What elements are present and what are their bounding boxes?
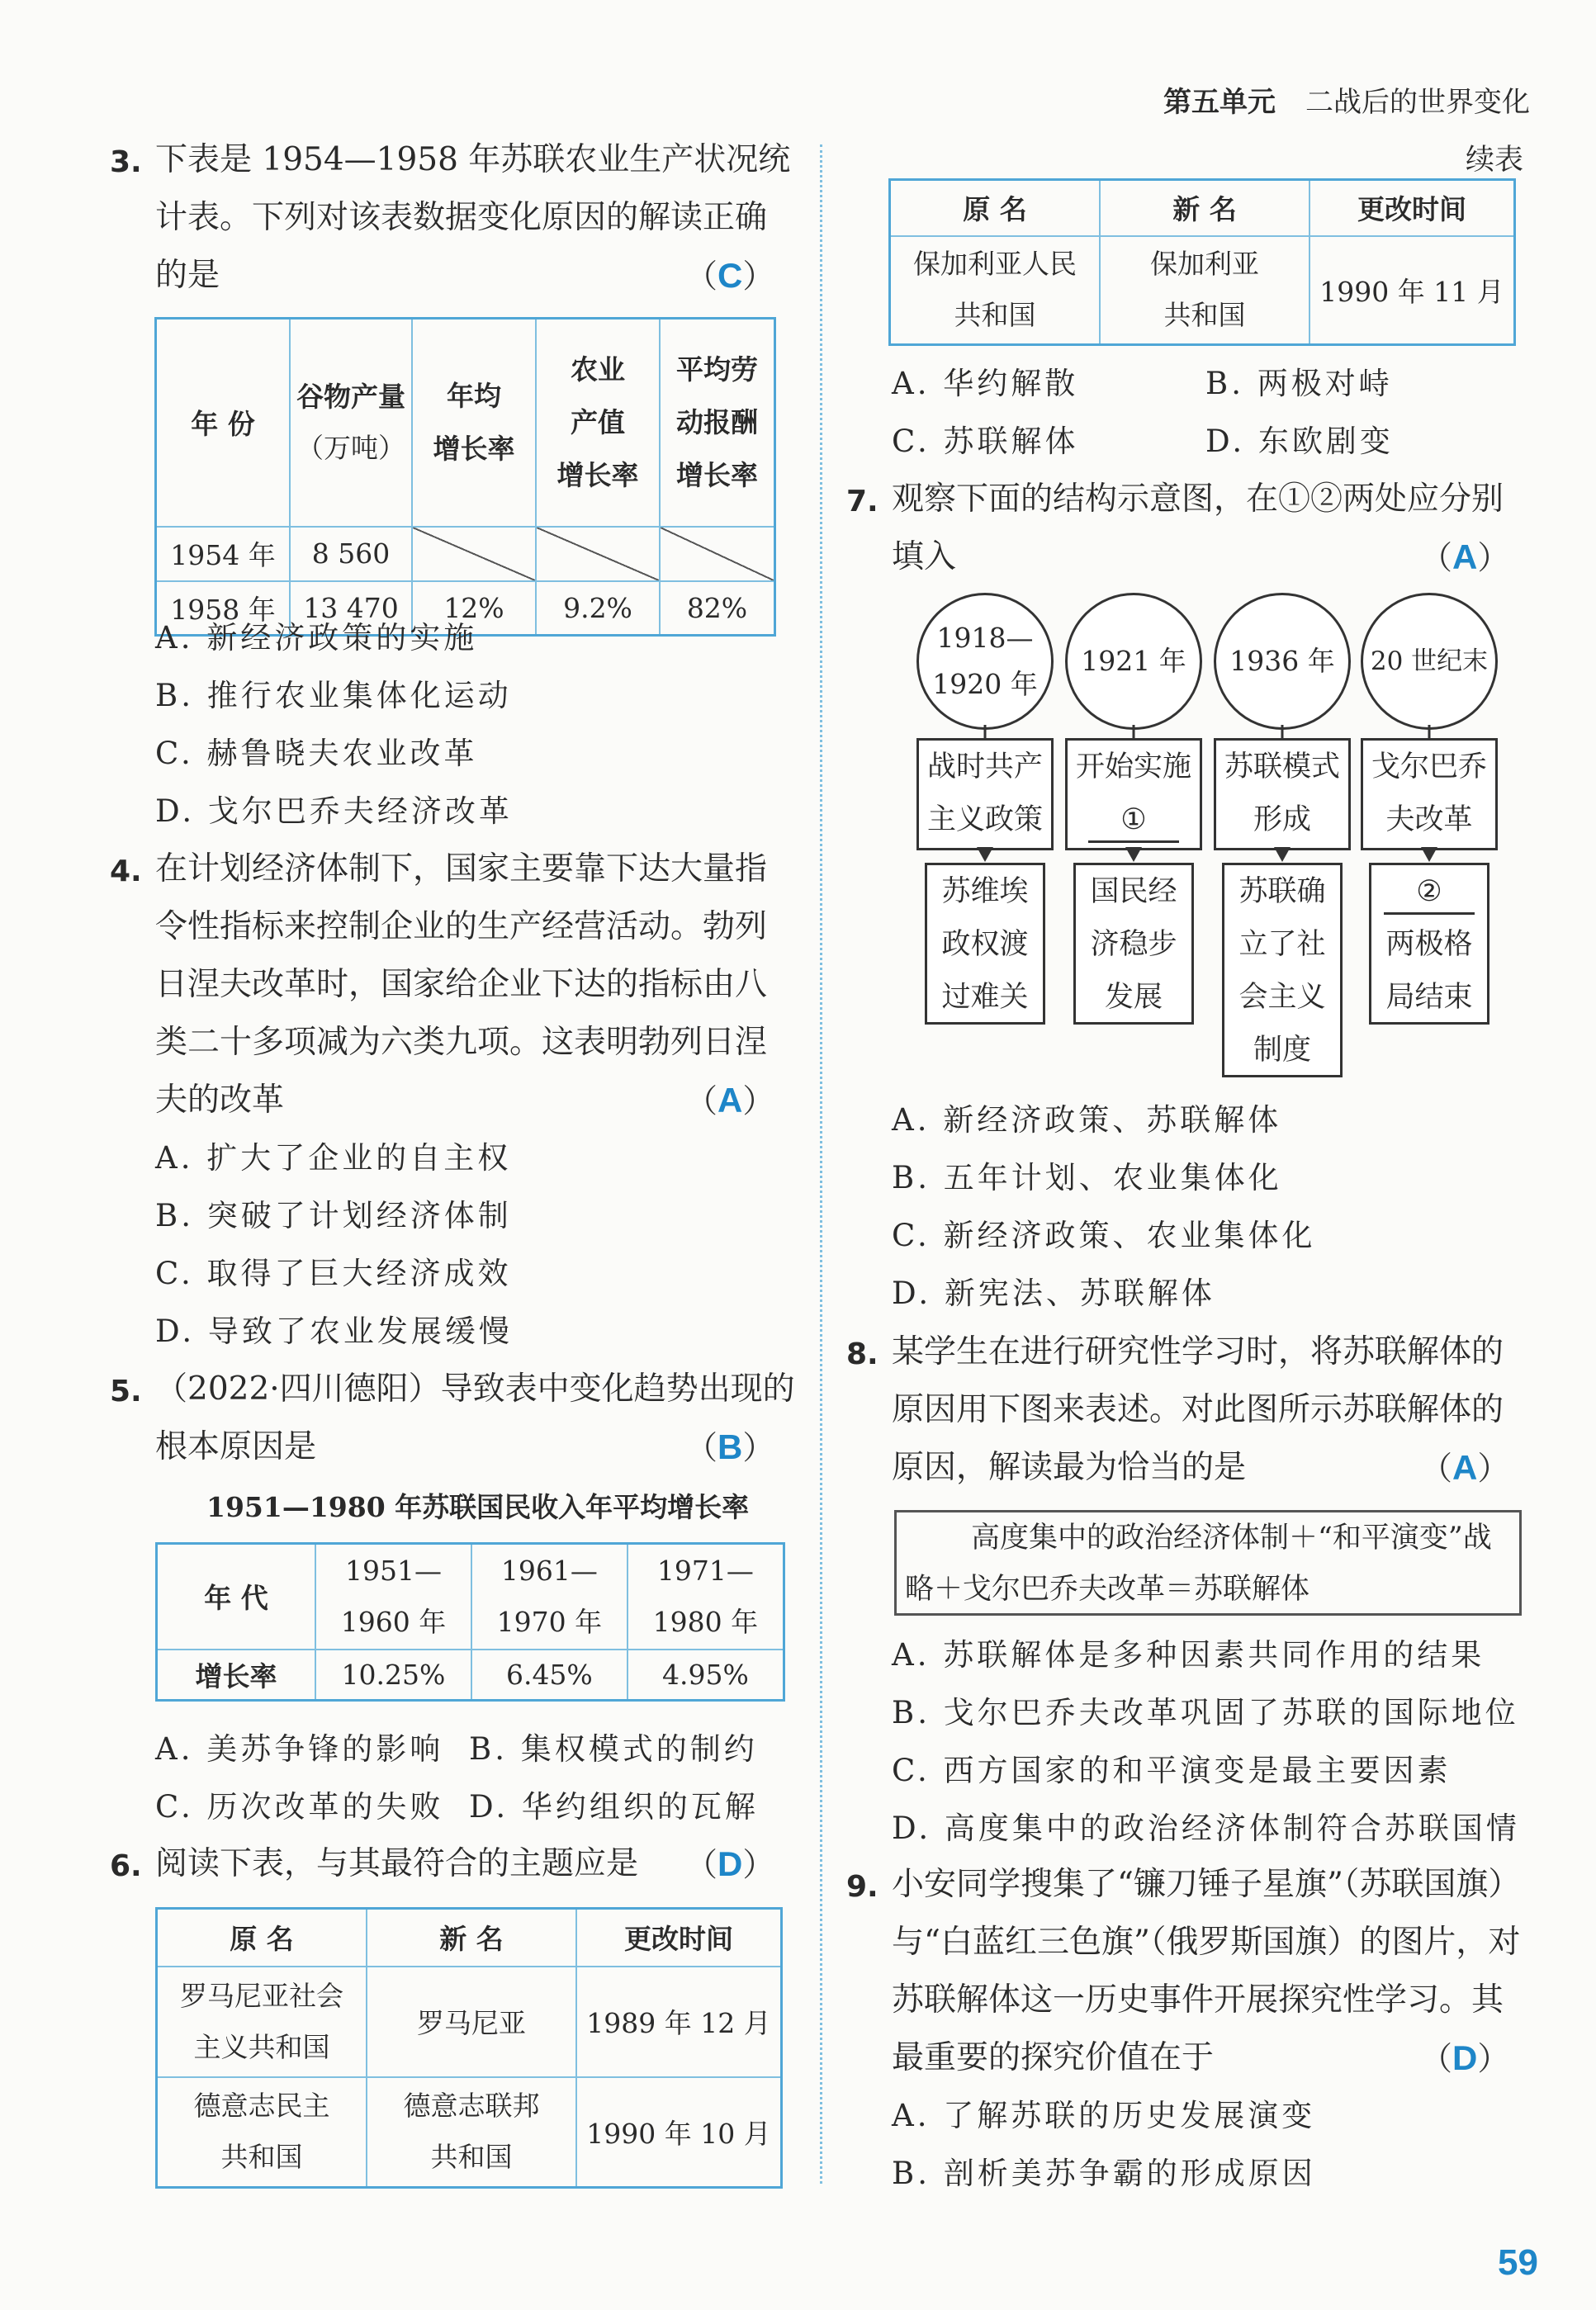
q6-option-a[interactable]: A. 华约解散 — [892, 366, 1079, 401]
q8-option-c[interactable]: C. 西方国家的和平演变是最主要因素 — [892, 1753, 1452, 1788]
q4-option-d[interactable]: D. 导致了农业发展缓慢 — [155, 1314, 513, 1349]
q3-answer-letter: C — [717, 256, 743, 295]
q3-option-b[interactable]: B. 推行农业集体化运动 — [155, 678, 512, 713]
q6-number: 6. — [110, 1849, 142, 1883]
q7-answer: （A） — [1420, 537, 1510, 577]
q4-answer-letter: A — [717, 1081, 743, 1119]
q6-continued-label: 续表 — [1465, 144, 1523, 177]
q7-stem: 观察下面的结构示意图，在①②两处应分别 填入 — [892, 480, 1504, 575]
q5-table: 年 代 1951— 1960 年 1961— 1970 年 1971— 1980 年 增长率 10.25% 6.45% 4.95% — [155, 1542, 785, 1702]
q3-cell-empty — [660, 527, 775, 581]
q6-option-c[interactable]: C. 苏联解体 — [892, 424, 1079, 459]
q5-option-b[interactable]: B. 集权模式的制约 — [469, 1731, 758, 1767]
q8-answer-letter: A — [1452, 1448, 1478, 1487]
q6-stem: 阅读下表，与其最符合的主题应是 — [155, 1845, 639, 1882]
q5-answer: （B） — [685, 1427, 775, 1467]
q7-bottom-1: 苏维埃 政权渡 过难关 — [925, 863, 1045, 1025]
q3-option-d[interactable]: D. 戈尔巴乔夫经济改革 — [155, 793, 513, 829]
q7-blank-1: ① — [1088, 799, 1179, 843]
q3-option-c[interactable]: C. 赫鲁晓夫农业改革 — [155, 736, 478, 771]
q7-year-1918: 1918— 1920 年 — [916, 593, 1054, 730]
q9-answer-letter: D — [1452, 2038, 1478, 2077]
q3-cell-empty — [536, 527, 660, 581]
q3-cell-empty — [412, 527, 536, 581]
q8-answer: （A） — [1420, 1448, 1510, 1488]
q5-answer-letter: B — [717, 1427, 743, 1466]
q6-table: 原 名 新 名 更改时间 罗马尼亚社会 主义共和国 罗马尼亚 1989 年 12 月 德意志民主 共和国 德意志联邦 共和国 1990 年 10 月 — [155, 1907, 783, 2189]
q7-mid-2: 开始实施 ① — [1065, 738, 1202, 850]
q3-answer: （C） — [685, 256, 775, 296]
q3-th-avg-growth: 年均 增长率 — [412, 319, 536, 527]
q8-option-b[interactable]: B. 戈尔巴乔夫改革巩固了苏联的国际地位 — [892, 1695, 1519, 1730]
q7-bottom-4: ② 两极格 局结束 — [1369, 863, 1489, 1025]
q7-mid-1: 战时共产 主义政策 — [916, 738, 1054, 850]
q4-option-a[interactable]: A. 扩大了企业的自主权 — [155, 1140, 512, 1176]
page-header — [1163, 79, 1530, 120]
q7-option-c[interactable]: C. 新经济政策、农业集体化 — [892, 1218, 1316, 1253]
q7-year-20c: 20 世纪末 — [1361, 593, 1498, 730]
q3-table — [154, 317, 776, 637]
q5-table-caption: 1951—1980 年苏联国民收入年平均增长率 — [206, 1491, 750, 1523]
q6-option-b[interactable]: B. 两极对峙 — [1205, 366, 1393, 401]
unit-label: 第五单元 — [1163, 86, 1276, 119]
q6-answer-letter: D — [717, 1844, 743, 1883]
q5-stem: （2022·四川德阳）导致表中变化趋势出现的 根本原因是 — [155, 1370, 795, 1465]
q5-option-a[interactable]: A. 美苏争锋的影响 — [155, 1731, 444, 1767]
q3-row-1958: 1958 年 13 470 12% 9.2% 82% — [156, 581, 775, 636]
q7-mid-4: 戈尔巴乔 夫改革 — [1361, 738, 1498, 850]
q4-option-b[interactable]: B. 突破了计划经济体制 — [155, 1198, 512, 1233]
q3-option-a[interactable]: A. 新经济政策的实施 — [155, 620, 478, 656]
q3-th-pay-growth: 平均劳 动报酬 增长率 — [660, 319, 775, 527]
q3-line-1: 下表是 1954—1958 年苏联农业生产状况统 — [155, 141, 791, 178]
q7-answer-letter: A — [1452, 537, 1478, 576]
q7-year-1936: 1936 年 — [1214, 593, 1351, 730]
q7-option-b[interactable]: B. 五年计划、农业集体化 — [892, 1160, 1282, 1195]
q8-option-a[interactable]: A. 苏联解体是多种因素共同作用的结果 — [892, 1637, 1485, 1673]
q6-continued-table: 原 名 新 名 更改时间 保加利亚人民 共和国 保加利亚 共和国 1990 年 11 月 — [888, 178, 1516, 346]
q5-number: 5. — [110, 1375, 142, 1408]
q3-line-2: 计表。下列对该表数据变化原因的解读正确 — [155, 199, 768, 236]
q7-mid-3: 苏联模式 形成 — [1214, 738, 1351, 850]
q9-answer: （D） — [1420, 2038, 1510, 2078]
q3-th-grain: 谷物产量 （万吨） — [290, 319, 412, 527]
q3-number: 3. — [110, 145, 142, 179]
q7-bottom-2: 国民经 济稳步 发展 — [1073, 863, 1194, 1025]
q4-option-c[interactable]: C. 取得了巨大经济成效 — [155, 1256, 512, 1291]
q7-year-1921: 1921 年 — [1065, 593, 1202, 730]
q7-number: 7. — [846, 485, 879, 518]
q8-option-d[interactable]: D. 高度集中的政治经济体制符合苏联国情 — [892, 1811, 1520, 1846]
q4-stem: 在计划经济体制下，国家主要靠下达大量指 令性指标来控制企业的生产经营活动。勃列 日涅夫改革时，国家给企业下达的指标由八 类二十多项减为六类九项。这表明勃列日涅 夫的改革 — [155, 850, 768, 1119]
q9-number: 9. — [846, 1870, 879, 1904]
q7-option-a[interactable]: A. 新经济政策、苏联解体 — [892, 1102, 1282, 1138]
q5-option-c[interactable]: C. 历次改革的失败 — [155, 1789, 444, 1825]
page-number: 59 — [1498, 2242, 1538, 2283]
q5-option-d[interactable]: D. 华约组织的瓦解 — [469, 1789, 759, 1825]
q6-answer: （D） — [685, 1844, 775, 1884]
q8-number: 8. — [846, 1337, 879, 1371]
q3-th-year: 年 份 — [156, 319, 291, 527]
q9-stem: 小安同学搜集了“镰刀锤子星旗”（苏联国旗） 与“白蓝红三色旗”（俄罗斯国旗）的图片，对 苏联解体这一历史事件开展探究性学习。其 最重要的探究价值在于 — [892, 1866, 1521, 2076]
q6-option-d[interactable]: D. 东欧剧变 — [1205, 424, 1394, 459]
q7-bottom-3: 苏联确 立了社 会主义 制度 — [1222, 863, 1343, 1077]
q8-formula-box: 高度集中的政治经济体制＋“和平演变”战 略＋戈尔巴乔夫改革＝苏联解体 — [894, 1510, 1522, 1616]
q9-option-a[interactable]: A. 了解苏联的历史发展演变 — [892, 2098, 1316, 2133]
q4-number: 4. — [110, 854, 142, 888]
q4-answer: （A） — [685, 1081, 775, 1120]
column-divider — [820, 144, 822, 2184]
q3-th-agri-growth: 农业 产值 增长率 — [536, 319, 660, 527]
q3-row-1954: 1954 年 8 560 — [156, 527, 775, 581]
q9-option-b[interactable]: B. 剖析美苏争霸的形成原因 — [892, 2156, 1316, 2191]
q7-option-d[interactable]: D. 新宪法、苏联解体 — [892, 1276, 1215, 1311]
q3-line-3: 的是 — [155, 257, 220, 294]
q8-stem: 某学生在进行研究性学习时，将苏联解体的 原因用下图来表述。对此图所示苏联解体的 原因，解读最为恰当的是 — [892, 1333, 1504, 1486]
q7-blank-2: ② — [1384, 871, 1475, 915]
unit-title: 二战后的世界变化 — [1305, 86, 1530, 119]
